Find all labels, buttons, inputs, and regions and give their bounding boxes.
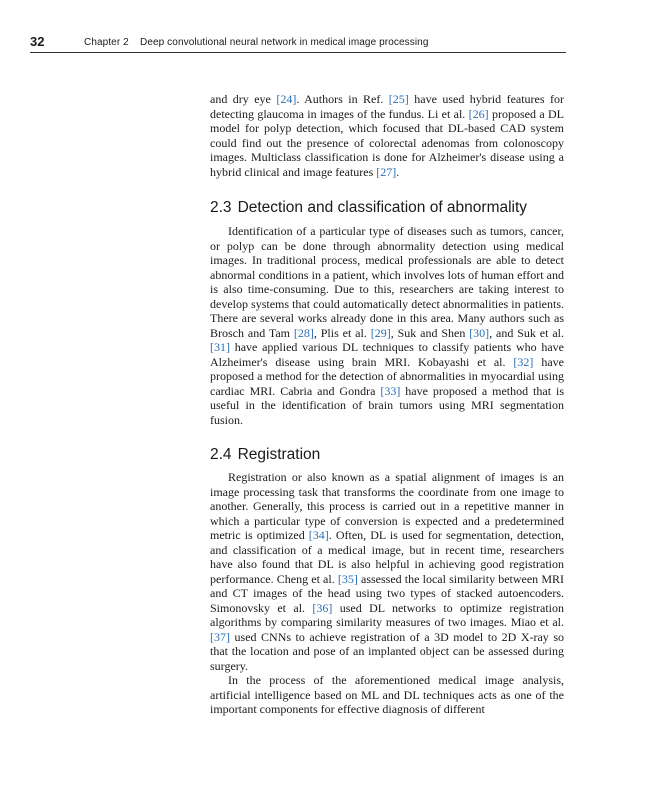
section-number: 2.3 <box>210 199 232 216</box>
citation-link[interactable]: [28] <box>293 325 314 340</box>
section-title: Registration <box>237 446 321 463</box>
citation-link[interactable]: [25] <box>388 92 409 106</box>
citation-link[interactable]: [31] <box>210 340 230 354</box>
citation-link[interactable]: [33] <box>380 383 401 398</box>
citation-link[interactable]: [35] <box>337 571 358 586</box>
citation-link[interactable]: [26] <box>468 106 489 121</box>
section-title: Detection and classification of abnormality <box>237 199 528 216</box>
running-head <box>30 34 566 53</box>
citation-link[interactable]: [30] <box>469 325 490 340</box>
chapter-title: Deep convolutional neural network in medical image processing <box>140 37 429 48</box>
citation-link[interactable]: [32] <box>513 354 534 369</box>
citation-link[interactable]: [37] <box>210 629 230 644</box>
section-2-4-paragraph-1: Registration or also known as a spatial alignment of images is an image processing task that transforms the coordinate from one image to another. Generally, this process is carried out in a repetitive manner in which a particular type of conversion is expected and a predetermined metric is optimized [34]. Often, DL is used for segmentation, detection, and classification of a medical image, but in recent time, researchers have also found that DL is also helpful in achieving good registration performance. Cheng et al. [35] assessed the local similarity between MRI and CT images of the head using two types of stacked autoencoders. Simonovsky et al. [36] used DL networks to optimize registration algorithms by comparing similarity measures of two images. Miao et al. [37] used CNNs to achieve registration of a 3D model to 2D X-ray so that the location and pose of an implanted object can be assessed during surgery. <box>210 470 564 673</box>
citation-link[interactable]: [27] <box>376 164 397 179</box>
chapter-label: Chapter 2 <box>84 37 129 48</box>
section-2-4-paragraph-2: In the process of the aforementioned medical image analysis, artificial intelligence based on ML and DL techniques acts as one of the important components for effective diagnosis of different <box>210 673 564 716</box>
section-heading-2-3 <box>210 199 564 217</box>
section-2-3-paragraph: Identification of a particular type of diseases such as tumors, cancer, or polyp can be done through abnormality detection using medical images. In traditional process, medical professionals are able to detect abnormal conditions in a patient, which involves lots of human effort and is also time-consuming. Due to this, researchers are taking interest to develop systems that could automatically detect abnormalities in patients. There are several works already done in this area. Many authors such as Brosch and Tam [28], Plis et al. [29], Suk and Shen [30], and Suk et al. [31] have applied various DL techniques to classify patients who have Alzheimer's disease using brain MRI. Kobayashi et al. [32] have proposed a method for the detection of abnormalities in myocardial using cardiac MRI. Cabria and Gondra [33] have proposed a method that is useful in the identification of brain tumors using MRI segmentation fusion. <box>210 224 564 427</box>
page-number: 32 <box>30 34 45 49</box>
citation-link[interactable]: [36] <box>312 600 333 615</box>
section-heading-2-4 <box>210 446 564 464</box>
citation-link[interactable]: [34] <box>308 528 329 542</box>
page-body <box>210 92 564 717</box>
citation-link[interactable]: [24] <box>276 92 297 106</box>
intro-paragraph: and dry eye [24]. Authors in Ref. [25] have used hybrid features for detecting glaucoma in images of the fundus. Li et al. [26] proposed a DL model for polyp detection, which focused that DL-based CAD system could find out the presence of colorectal adenomas from colonoscopy images. Multiclass classification is done for Alzheimer's disease using a hybrid clinical and image features [27]. <box>210 92 564 179</box>
section-number: 2.4 <box>210 446 232 463</box>
citation-link[interactable]: [29] <box>370 325 391 340</box>
